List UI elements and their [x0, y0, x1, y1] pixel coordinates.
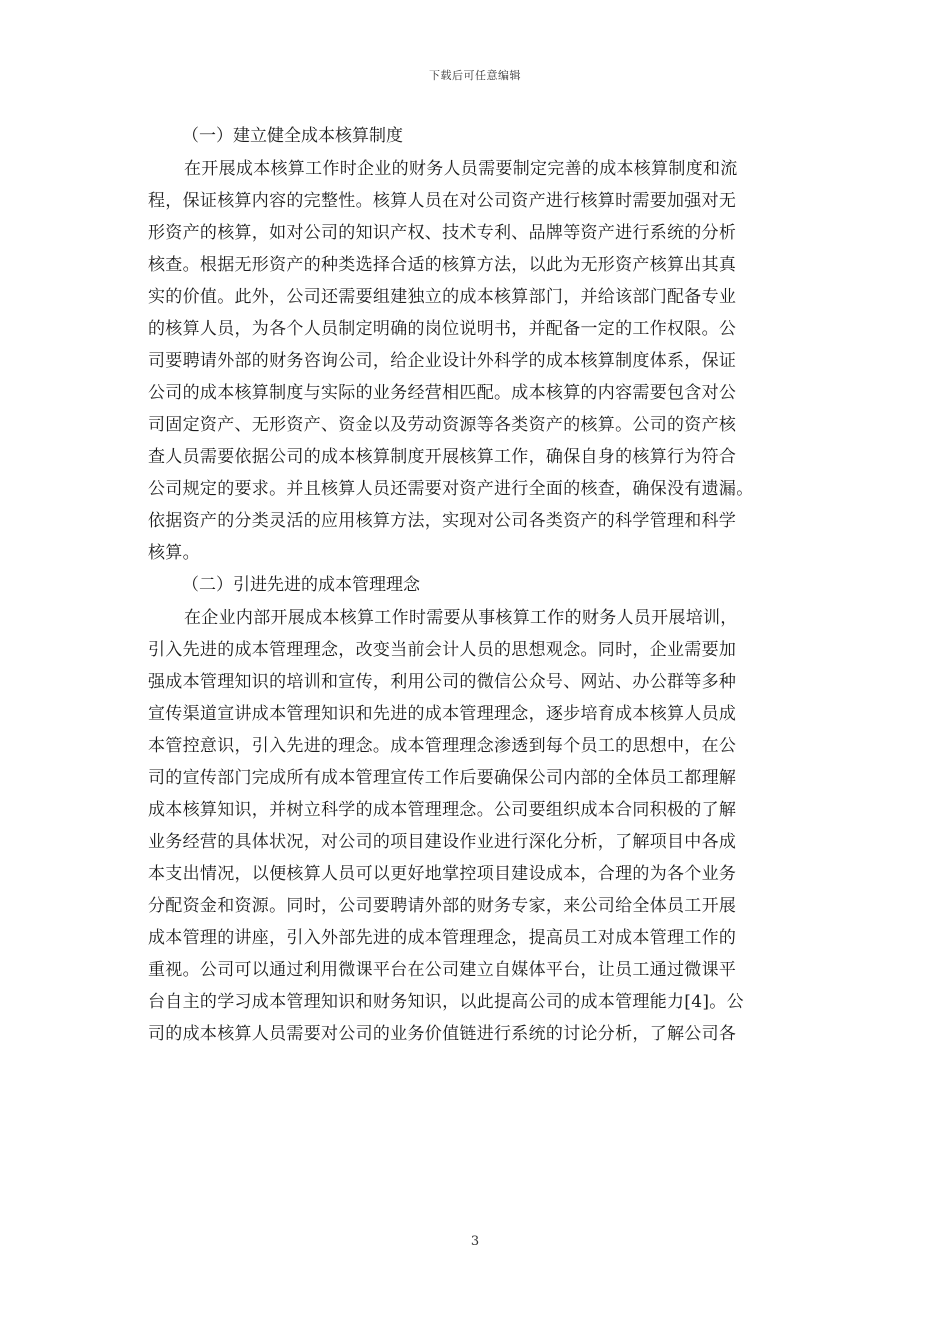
header-note: 下载后可任意编辑 — [429, 69, 521, 82]
text-line: 在企业内部开展成本核算工作时需要从事核算工作的财务人员开展培训， — [184, 608, 738, 628]
text-line: 台自主的学习成本管理知识和财务知识，以此提高公司的成本管理能力[4]。公 — [148, 992, 744, 1012]
text-line: 核查。根据无形资产的种类选择合适的核算方法，以此为无形资产核算出其真 — [148, 255, 737, 275]
text-line: 宣传渠道宣讲成本管理知识和先进的成本管理理念，逐步培育成本核算人员成 — [148, 704, 737, 724]
text-line: 重视。公司可以通过利用微课平台在公司建立自媒体平台，让员工通过微课平 — [148, 960, 737, 980]
text-line: 引入先进的成本管理理念，改变当前会计人员的思想观念。同时，企业需要加 — [148, 640, 737, 660]
paragraph — [148, 153, 808, 569]
text-line: 司的成本核算人员需要对公司的业务价值链进行系统的讨论分析，了解公司各 — [148, 1024, 737, 1044]
page-number: 3 — [470, 1234, 480, 1249]
text-line: 强成本管理知识的培训和宣传，利用公司的微信公众号、网站、办公群等多种 — [148, 672, 737, 692]
text-line: 公司的成本核算制度与实际的业务经营相匹配。成本核算的内容需要包含对公 — [148, 383, 737, 403]
text-line: 依据资产的分类灵活的应用核算方法，实现对公司各类资产的科学管理和科学 — [148, 511, 737, 531]
section-heading: （二）引进先进的成本管理理念 — [182, 575, 420, 595]
text-line: 司的宣传部门完成所有成本管理宣传工作后要确保公司内部的全体员工都理解 — [148, 768, 737, 788]
text-line: 程，保证核算内容的完整性。核算人员在对公司资产进行核算时需要加强对无 — [148, 191, 737, 211]
text-line: 司固定资产、无形资产、资金以及劳动资源等各类资产的核算。公司的资产核 — [148, 415, 737, 435]
paragraph — [148, 602, 808, 1050]
section-2 — [148, 569, 808, 1050]
section-1 — [148, 120, 808, 569]
text-line: 本支出情况，以便核算人员可以更好地掌控项目建设成本，合理的为各个业务 — [148, 864, 737, 884]
text-line: 在开展成本核算工作时企业的财务人员需要制定完善的成本核算制度和流 — [184, 159, 738, 179]
text-line: 成本核算知识，并树立科学的成本管理理念。公司要组织成本合同积极的了解 — [148, 800, 737, 820]
text-line: 公司规定的要求。并且核算人员还需要对资产进行全面的核查，确保没有遗漏。 — [148, 479, 754, 499]
text-line: 本管控意识，引入先进的理念。成本管理理念渗透到每个员工的思想中，在公 — [148, 736, 737, 756]
text-line: 的核算人员，为各个人员制定明确的岗位说明书，并配备一定的工作权限。公 — [148, 319, 737, 339]
text-line: 查人员需要依据公司的成本核算制度开展核算工作，确保自身的核算行为符合 — [148, 447, 737, 467]
text-line: 司要聘请外部的财务咨询公司，给企业设计外科学的成本核算制度体系，保证 — [148, 351, 737, 371]
document-body — [148, 120, 808, 1050]
section-heading: （一）建立健全成本核算制度 — [182, 126, 403, 146]
text-line: 实的价值。此外，公司还需要组建独立的成本核算部门，并给该部门配备专业 — [148, 287, 737, 307]
text-line: 形资产的核算，如对公司的知识产权、技术专利、品牌等资产进行系统的分析 — [148, 223, 737, 243]
text-line: 业务经营的具体状况，对公司的项目建设作业进行深化分析，了解项目中各成 — [148, 832, 737, 852]
text-line: 成本管理的讲座，引入外部先进的成本管理理念，提高员工对成本管理工作的 — [148, 928, 737, 948]
text-line: 核算。 — [148, 543, 200, 563]
text-line: 分配资金和资源。同时，公司要聘请外部的财务专家，来公司给全体员工开展 — [148, 896, 737, 916]
